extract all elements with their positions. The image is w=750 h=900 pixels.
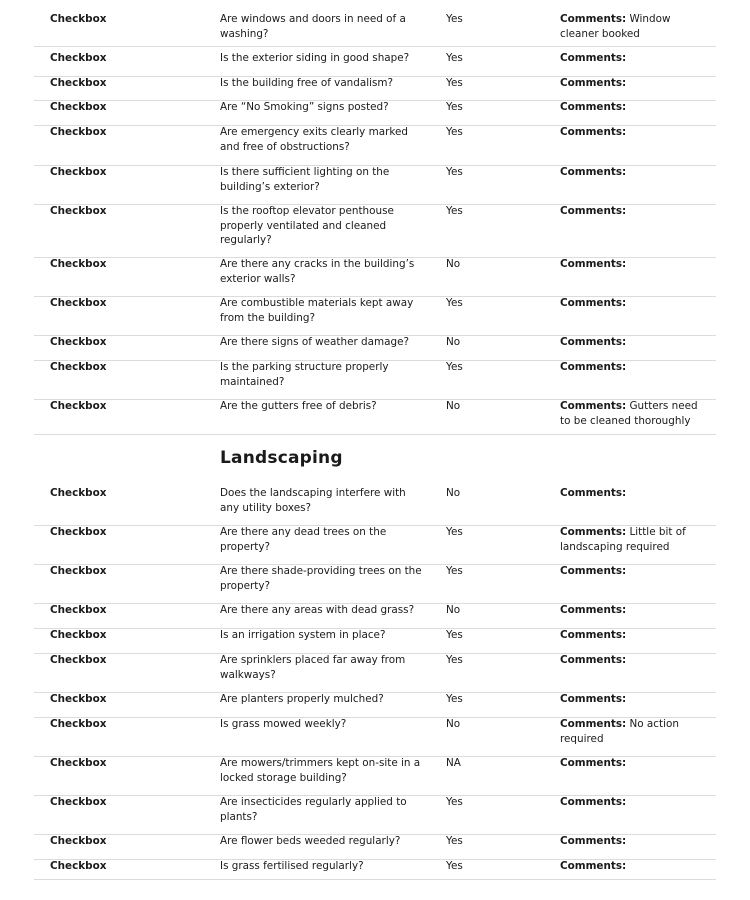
answer-value: Yes bbox=[446, 77, 463, 89]
question-text: Is the exterior siding in good shape? bbox=[220, 52, 410, 64]
answer-value: Yes bbox=[446, 13, 463, 25]
comments-cell bbox=[560, 834, 710, 849]
comments-label: Comments: bbox=[560, 101, 627, 113]
checklist-row bbox=[34, 717, 716, 757]
comments-label: Comments: bbox=[560, 13, 627, 25]
checkbox-label[interactable]: Checkbox bbox=[50, 757, 107, 769]
answer-value: Yes bbox=[446, 835, 463, 847]
comment-text: No action required bbox=[560, 718, 679, 745]
answer-value: Yes bbox=[446, 693, 463, 705]
checkbox-label[interactable]: Checkbox bbox=[50, 654, 107, 666]
question-text: Is grass fertilised regularly? bbox=[220, 860, 364, 872]
question-text: Are there any dead trees on the property? bbox=[220, 526, 387, 553]
question-text: Are mowers/trimmers kept on-site in a locked storage building? bbox=[220, 757, 421, 784]
checkbox-label[interactable]: Checkbox bbox=[50, 101, 107, 113]
comments-cell bbox=[560, 296, 710, 311]
answer-value: Yes bbox=[446, 526, 463, 538]
checklist-row bbox=[34, 100, 716, 126]
question-text: Are there shade-providing trees on the property? bbox=[220, 565, 422, 592]
comments-label: Comments: bbox=[560, 487, 627, 499]
comments-cell bbox=[560, 125, 710, 140]
checkbox-label[interactable]: Checkbox bbox=[50, 565, 107, 577]
comments-cell bbox=[560, 360, 710, 375]
answer-value: Yes bbox=[446, 629, 463, 641]
checkbox-label[interactable]: Checkbox bbox=[50, 126, 107, 138]
answer-value: No bbox=[446, 604, 461, 616]
answer-value: Yes bbox=[446, 205, 463, 217]
checklist-row bbox=[34, 834, 716, 860]
checklist-row bbox=[34, 564, 716, 604]
question-text: Is an irrigation system in place? bbox=[220, 629, 386, 641]
checklist-row bbox=[34, 360, 716, 400]
checklist-row bbox=[34, 257, 716, 297]
checkbox-label[interactable]: Checkbox bbox=[50, 860, 107, 872]
answer-value: No bbox=[446, 336, 461, 348]
checkbox-label[interactable]: Checkbox bbox=[50, 361, 107, 373]
checkbox-label[interactable]: Checkbox bbox=[50, 796, 107, 808]
comments-label: Comments: bbox=[560, 860, 627, 872]
answer-value: Yes bbox=[446, 297, 463, 309]
comments-cell bbox=[560, 165, 710, 180]
answer-value: Yes bbox=[446, 166, 463, 178]
checklist-row bbox=[34, 486, 716, 526]
comments-cell bbox=[560, 756, 710, 771]
checklist-row bbox=[34, 692, 716, 718]
question-text: Are planters properly mulched? bbox=[220, 693, 384, 705]
checkbox-label[interactable]: Checkbox bbox=[50, 629, 107, 641]
checklist-row bbox=[34, 76, 716, 101]
comments-label: Comments: bbox=[560, 654, 627, 666]
comments-cell bbox=[560, 51, 710, 66]
comments-label: Comments: bbox=[560, 336, 627, 348]
question-text: Are the gutters free of debris? bbox=[220, 400, 377, 412]
question-text: Is there sufficient lighting on the building’s exterior? bbox=[220, 166, 390, 193]
comments-cell bbox=[560, 564, 710, 579]
checkbox-label[interactable]: Checkbox bbox=[50, 604, 107, 616]
comments-label: Comments: bbox=[560, 604, 627, 616]
comment-text: Little bit of landscaping required bbox=[560, 526, 686, 553]
question-text: Are windows and doors in need of a washing? bbox=[220, 13, 406, 40]
comments-cell bbox=[560, 692, 710, 707]
comments-label: Comments: bbox=[560, 166, 627, 178]
checkbox-label[interactable]: Checkbox bbox=[50, 258, 107, 270]
checklist-row bbox=[34, 525, 716, 565]
comments-cell bbox=[560, 525, 710, 554]
comments-label: Comments: bbox=[560, 796, 627, 808]
question-text: Are there any areas with dead grass? bbox=[220, 604, 415, 616]
answer-value: Yes bbox=[446, 654, 463, 666]
checkbox-label[interactable]: Checkbox bbox=[50, 205, 107, 217]
comments-cell bbox=[560, 717, 710, 746]
question-text: Are insecticides regularly applied to plants? bbox=[220, 796, 407, 823]
comments-label: Comments: bbox=[560, 693, 627, 705]
comment-text: Window cleaner booked bbox=[560, 13, 671, 40]
question-text: Are “No Smoking” signs posted? bbox=[220, 101, 389, 113]
comments-cell bbox=[560, 628, 710, 643]
comments-cell bbox=[560, 795, 710, 810]
checklist-row bbox=[34, 628, 716, 654]
answer-value: Yes bbox=[446, 101, 463, 113]
comments-label: Comments: bbox=[560, 205, 627, 217]
checkbox-label[interactable]: Checkbox bbox=[50, 718, 107, 730]
answer-value: No bbox=[446, 487, 461, 499]
question-text: Are combustible materials kept away from the building? bbox=[220, 297, 414, 324]
answer-value: No bbox=[446, 258, 461, 270]
answer-value: No bbox=[446, 718, 461, 730]
question-text: Are there signs of weather damage? bbox=[220, 336, 409, 348]
comments-cell bbox=[560, 399, 710, 428]
comments-label: Comments: bbox=[560, 361, 627, 373]
question-text: Are there any cracks in the building’s exterior walls? bbox=[220, 258, 415, 285]
checklist-row bbox=[34, 653, 716, 693]
checkbox-label[interactable]: Checkbox bbox=[50, 487, 107, 499]
comments-label: Comments: bbox=[560, 400, 627, 412]
checklist-row bbox=[34, 12, 716, 47]
comments-label: Comments: bbox=[560, 526, 627, 538]
checklist-row bbox=[34, 335, 716, 361]
comments-cell bbox=[560, 653, 710, 668]
answer-value: No bbox=[446, 400, 461, 412]
question-text: Does the landscaping interfere with any utility boxes? bbox=[220, 487, 406, 514]
comments-label: Comments: bbox=[560, 565, 627, 577]
comments-label: Comments: bbox=[560, 718, 627, 730]
comments-label: Comments: bbox=[560, 629, 627, 641]
answer-value: Yes bbox=[446, 126, 463, 138]
checkbox-label[interactable]: Checkbox bbox=[50, 297, 107, 309]
checklist-row bbox=[34, 603, 716, 629]
question-text: Is the rooftop elevator penthouse properly ventilated and cleaned regularly? bbox=[220, 205, 394, 246]
comments-cell bbox=[560, 100, 710, 115]
comments-cell bbox=[560, 335, 710, 350]
question-text: Is grass mowed weekly? bbox=[220, 718, 347, 730]
checkbox-label[interactable]: Checkbox bbox=[50, 52, 107, 64]
question-text: Are emergency exits clearly marked and free of obstructions? bbox=[220, 126, 408, 153]
checklist-row bbox=[34, 125, 716, 166]
answer-value: Yes bbox=[446, 52, 463, 64]
checklist-row bbox=[34, 756, 716, 796]
comments-label: Comments: bbox=[560, 258, 627, 270]
question-text: Are sprinklers placed far away from walkways? bbox=[220, 654, 406, 681]
question-text: Is the parking structure properly maintained? bbox=[220, 361, 389, 388]
comments-cell bbox=[560, 204, 710, 219]
comments-label: Comments: bbox=[560, 77, 627, 89]
comments-cell bbox=[560, 859, 710, 874]
checkbox-label[interactable]: Checkbox bbox=[50, 166, 107, 178]
comments-cell bbox=[560, 603, 710, 618]
checklist-row bbox=[34, 204, 716, 258]
comments-label: Comments: bbox=[560, 52, 627, 64]
checkbox-label[interactable]: Checkbox bbox=[50, 526, 107, 538]
checkbox-label[interactable]: Checkbox bbox=[50, 77, 107, 89]
answer-value: Yes bbox=[446, 361, 463, 373]
comments-label: Comments: bbox=[560, 126, 627, 138]
answer-value: Yes bbox=[446, 796, 463, 808]
checkbox-label[interactable]: Checkbox bbox=[50, 336, 107, 348]
checkbox-label[interactable]: Checkbox bbox=[50, 835, 107, 847]
answer-value: Yes bbox=[446, 860, 463, 872]
comments-cell bbox=[560, 257, 710, 272]
comments-label: Comments: bbox=[560, 757, 627, 769]
checklist-row bbox=[34, 795, 716, 835]
comments-cell bbox=[560, 486, 710, 501]
answer-value: Yes bbox=[446, 565, 463, 577]
checklist-row bbox=[34, 859, 716, 880]
checkbox-label[interactable]: Checkbox bbox=[50, 693, 107, 705]
checkbox-label[interactable]: Checkbox bbox=[50, 13, 107, 25]
question-text: Are flower beds weeded regularly? bbox=[220, 835, 401, 847]
comment-text: Gutters need to be cleaned thoroughly bbox=[560, 400, 698, 427]
answer-value: NA bbox=[446, 757, 461, 769]
checklist-row bbox=[34, 165, 716, 205]
question-text: Is the building free of vandalism? bbox=[220, 77, 394, 89]
checkbox-label[interactable]: Checkbox bbox=[50, 400, 107, 412]
section-title: Landscaping bbox=[220, 448, 343, 468]
comments-cell bbox=[560, 76, 710, 91]
checklist-row bbox=[34, 296, 716, 336]
comments-label: Comments: bbox=[560, 835, 627, 847]
comments-label: Comments: bbox=[560, 297, 627, 309]
comments-cell bbox=[560, 12, 710, 41]
checklist-row bbox=[34, 51, 716, 77]
checklist-row bbox=[34, 399, 716, 435]
